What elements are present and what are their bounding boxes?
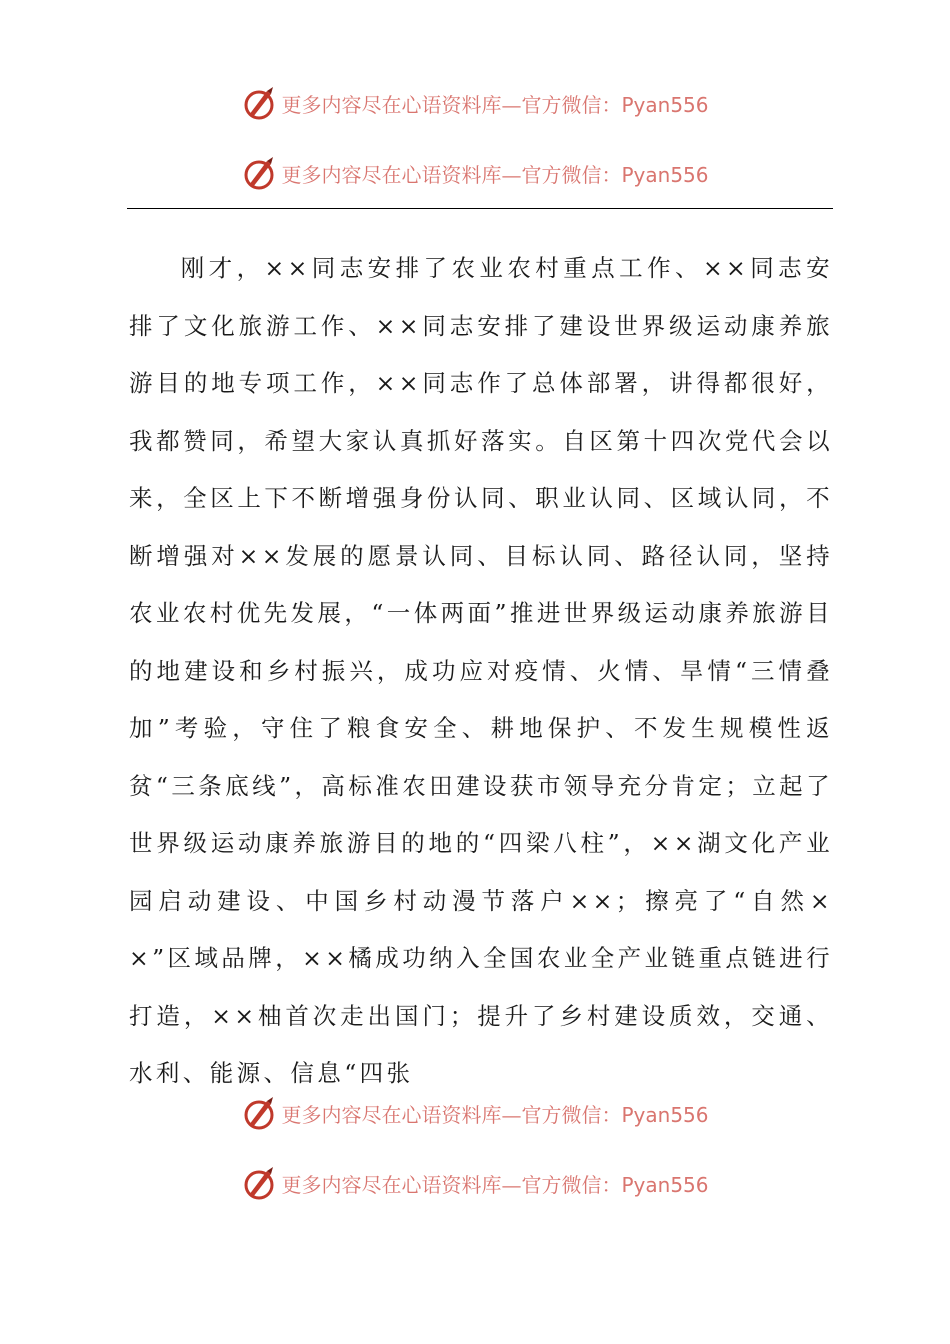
pen-logo-icon (241, 155, 277, 191)
watermark-banner-top-2 (0, 153, 950, 193)
pen-logo-icon (241, 85, 277, 121)
body-paragraph: 刚才，××同志安排了农业农村重点工作、××同志安排了文化旅游工作、××同志安排了建设世界级运动康养旅游目的地专项工作，××同志作了总体部署，讲得都很好，我都赞同，希望大家认真抓好落实。自区第十四次党代会以来，全区上下不断增强身份认同、职业认同、区域认同，不断增强对××发展的愿景认同、目标认同、路径认同，坚持农业农村优先发展，“一体两面”推进世界级运动康养旅游目的地建设和乡村振兴，成功应对疫情、火情、旱情“三情叠加”考验，守住了粮食安全、耕地保护、不发生规模性返贫“三条底线”，高标准农田建设获市领导充分肯定；立起了世界级运动康养旅游目的地的“四梁八柱”，××湖文化产业园启动建设、中国乡村动漫节落户××；擦亮了“自然××”区域品牌，××橘成功纳入全国农业全产业链重点链进行打造，××柚首次走出国门；提升了乡村建设质效，交通、水利、能源、信息“四张 (129, 254, 833, 1087)
watermark-text: 更多内容尽在心语资料库—官方微信：Pyan556 (281, 1102, 709, 1127)
watermark-text: 更多内容尽在心语资料库—官方微信：Pyan556 (281, 162, 709, 187)
watermark-banner-bottom-1 (0, 1093, 950, 1133)
watermark-text: 更多内容尽在心语资料库—官方微信：Pyan556 (281, 1172, 709, 1197)
watermark-text: 更多内容尽在心语资料库—官方微信：Pyan556 (281, 92, 709, 117)
watermark-banner-bottom-2 (0, 1163, 950, 1203)
header-divider (127, 208, 833, 209)
pen-logo-icon (241, 1165, 277, 1201)
watermark-banner-top-1 (0, 83, 950, 123)
pen-logo-icon (241, 1095, 277, 1131)
